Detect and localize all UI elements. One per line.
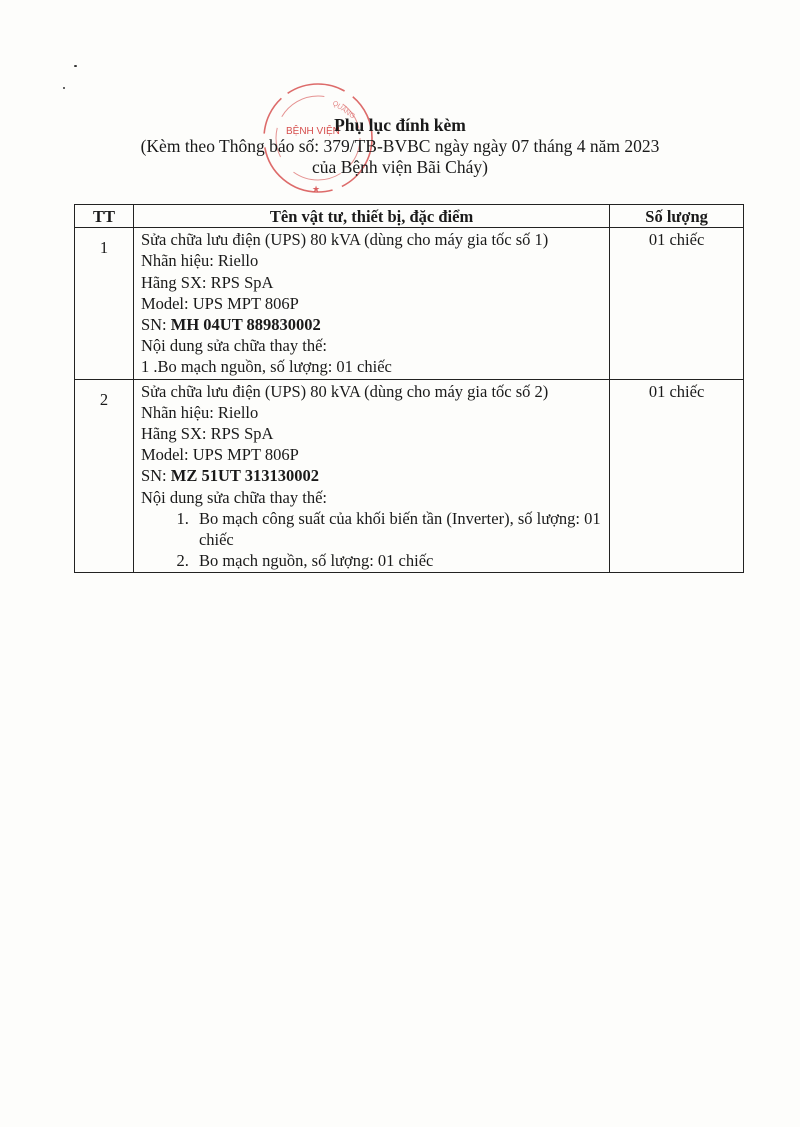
item-model: Model: UPS MPT 806P [140,445,299,465]
stamp-top-text: QUẢNG [330,99,356,121]
stamp-text: BỆNH VIỆN [286,126,340,137]
document-subtitle-issuer: của Bệnh viện Bãi Cháy) [312,157,488,177]
item-serial [141,465,605,486]
item-serial [141,314,605,335]
item-brand: Nhãn hiệu: Riello [140,402,259,422]
repair-item: 2. Bo mạch nguồn, số lượng: 01 chiếc [193,550,605,571]
serial-label: SN: [140,315,171,335]
scan-speck [63,87,65,89]
item-title: Sửa chữa lưu điện (UPS) 80 kVA (dùng cho máy gia tốc số 1) [140,230,549,250]
stamp-star: ★ [312,184,321,194]
row-number: 2 [75,379,134,573]
repair-content-label: Nội dung sửa chữa thay thế: [140,336,327,356]
document-title: Phụ lục đính kèm [334,115,466,135]
item-brand: Nhãn hiệu: Riello [140,251,259,271]
document-subtitle: (Kèm theo Thông báo số: 379/TB-BVBC ngày ngày 07 tháng 4 năm 2023 [140,136,660,156]
repair-item: 1. Bo mạch công suất của khối biến tần (Inverter), số lượng: 01 chiếc [193,508,605,550]
row-description [133,379,609,573]
table-row [75,379,744,573]
column-header-name: Tên vật tư, thiết bị, đặc điểm [133,205,609,228]
repair-items-list [141,508,605,572]
items-table [74,204,744,573]
row-number: 1 [75,228,134,379]
serial-value: MZ 51UT 313130002 [170,466,319,486]
document-header [0,115,800,178]
item-model: Model: UPS MPT 806P [140,293,299,313]
table-row [75,228,744,379]
item-maker: Hãng SX: RPS SpA [140,272,274,292]
column-header-tt: TT [75,205,134,228]
serial-label: SN: [140,466,171,486]
row-description [133,228,609,379]
repair-content-label: Nội dung sửa chữa thay thế: [140,487,327,507]
repair-item: 1 .Bo mạch nguồn, số lượng: 01 chiếc [140,357,392,377]
scan-speck [74,65,77,67]
item-title: Sửa chữa lưu điện (UPS) 80 kVA (dùng cho máy gia tốc số 2) [140,381,549,401]
row-quantity: 01 chiếc [610,379,744,573]
serial-value: MH 04UT 889830002 [170,315,321,335]
column-header-qty: Số lượng [610,205,744,228]
item-maker: Hãng SX: RPS SpA [140,424,274,444]
row-quantity: 01 chiếc [610,228,744,379]
table-header-row [75,205,744,228]
